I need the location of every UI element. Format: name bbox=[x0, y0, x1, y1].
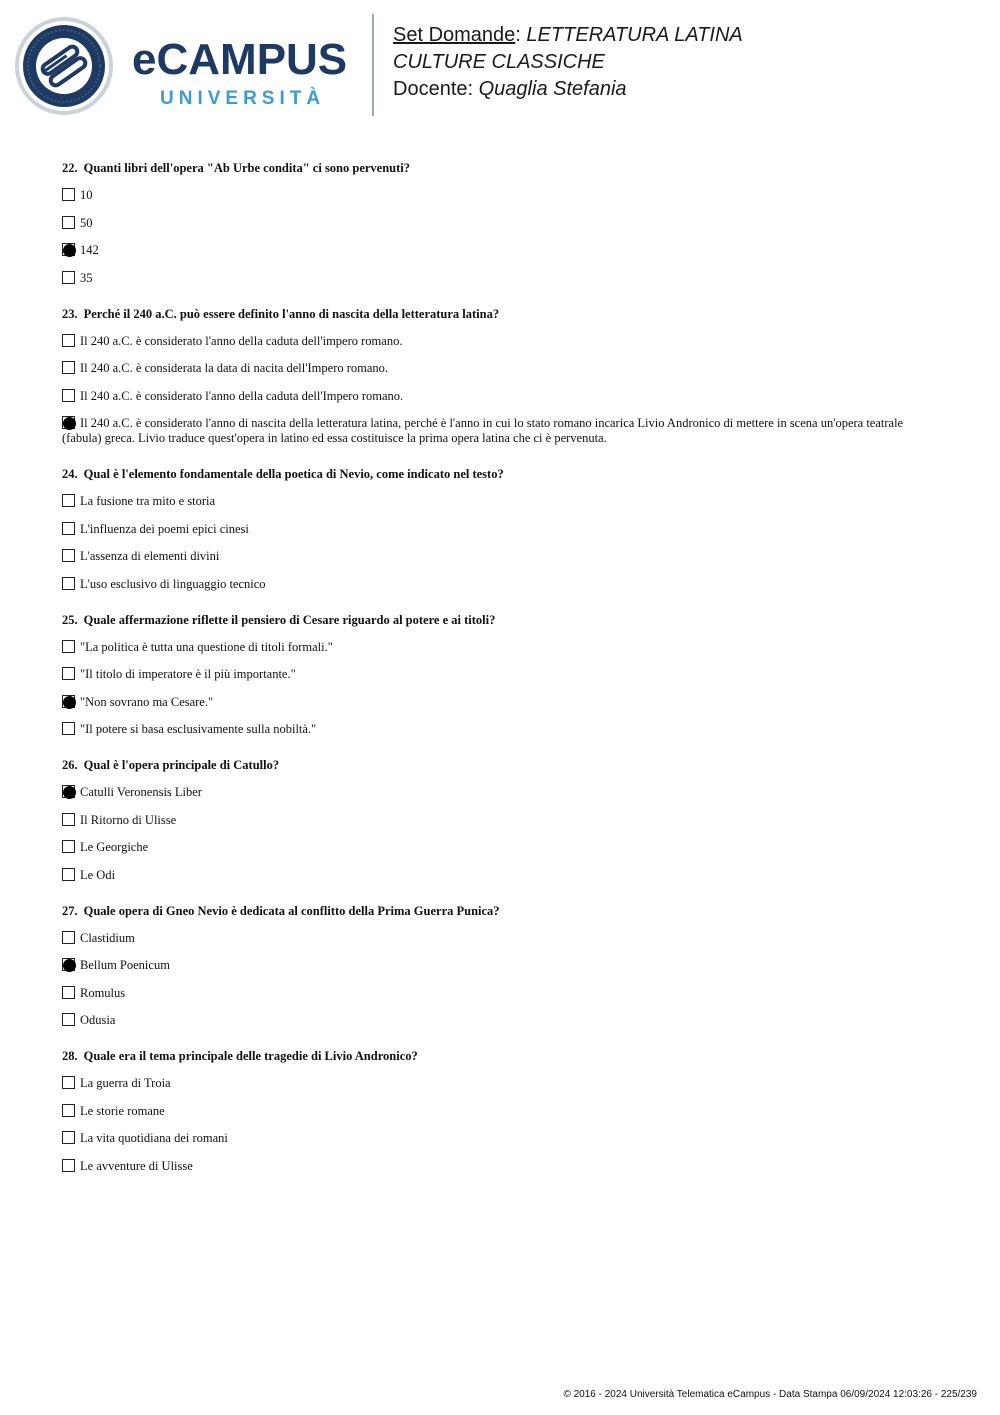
answer-option[interactable] bbox=[62, 986, 922, 1001]
answer-option[interactable] bbox=[62, 931, 922, 946]
answer-label: Romulus bbox=[80, 985, 126, 1000]
checkbox-icon[interactable] bbox=[62, 1159, 75, 1172]
answer-label: La guerra di Troia bbox=[80, 1076, 171, 1090]
answer-option[interactable] bbox=[62, 958, 922, 973]
answer-label: Il 240 a.C. è considerato l'anno di nascita della letteratura latina, perché è l'anno in cui lo stato romano incarica Livio Andronico di mettere in scena un'opera teatrale (fabula) greca. Livio traduce quest'opera in latino ed essa costituisce la prima opera latina che ci è pervenuta. bbox=[62, 416, 904, 445]
question-list bbox=[62, 160, 922, 1194]
checkbox-icon[interactable] bbox=[62, 722, 75, 735]
answer-option[interactable] bbox=[62, 1104, 922, 1119]
answer-option[interactable] bbox=[62, 667, 922, 682]
question-number: 24. bbox=[62, 467, 78, 481]
checkbox-icon[interactable] bbox=[62, 334, 75, 347]
header-info bbox=[393, 22, 743, 103]
checkbox-icon[interactable] bbox=[62, 271, 75, 284]
question-text: Quale era il tema principale delle tragedie di Livio Andronico? bbox=[83, 1049, 418, 1063]
checkbox-icon[interactable] bbox=[62, 577, 75, 590]
filled-dot-icon bbox=[63, 959, 76, 972]
answer-label: L'assenza di elementi divini bbox=[80, 549, 220, 563]
answer-label: "Il potere si basa esclusivamente sulla nobiltà." bbox=[80, 722, 317, 736]
question-number: 27. bbox=[62, 903, 78, 918]
checkbox-selected-icon[interactable] bbox=[62, 243, 75, 256]
question-title bbox=[62, 306, 922, 322]
set-value: LETTERATURA LATINA bbox=[526, 24, 743, 46]
answer-option[interactable] bbox=[62, 416, 922, 446]
question-title bbox=[62, 466, 922, 482]
question-title bbox=[62, 160, 922, 176]
answer-option[interactable] bbox=[62, 522, 922, 537]
set-line: Set Domande: LETTERATURA LATINA bbox=[393, 24, 743, 46]
page-header bbox=[0, 0, 1000, 130]
checkbox-icon[interactable] bbox=[62, 667, 75, 680]
checkbox-icon[interactable] bbox=[62, 1104, 75, 1117]
checkbox-icon[interactable] bbox=[62, 494, 75, 507]
answer-option[interactable] bbox=[62, 868, 922, 883]
answer-option[interactable] bbox=[62, 1131, 922, 1146]
answer-label: Le avventure di Ulisse bbox=[80, 1158, 193, 1173]
answer-option[interactable] bbox=[62, 785, 922, 800]
answer-option[interactable] bbox=[62, 389, 922, 404]
answer-label: Il 240 a.C. è considerato l'anno della caduta dell'impero romano. bbox=[80, 333, 403, 348]
question-text: Quale opera di Gneo Nevio è dedicata al conflitto della Prima Guerra Punica? bbox=[83, 903, 500, 918]
checkbox-selected-icon[interactable] bbox=[62, 416, 75, 429]
answer-label: Le Odi bbox=[80, 867, 116, 882]
checkbox-selected-icon[interactable] bbox=[62, 958, 75, 971]
checkbox-selected-icon[interactable] bbox=[62, 785, 75, 798]
answer-option[interactable] bbox=[62, 549, 922, 564]
answer-label: 35 bbox=[80, 270, 93, 285]
filled-dot-icon bbox=[63, 696, 76, 709]
answer-label: Catulli Veronensis Liber bbox=[80, 785, 202, 799]
answer-label: Clastidium bbox=[80, 930, 135, 945]
answer-option[interactable] bbox=[62, 1076, 922, 1091]
question-number: 23. bbox=[62, 306, 78, 321]
checkbox-icon[interactable] bbox=[62, 1131, 75, 1144]
question-block bbox=[62, 160, 922, 286]
checkbox-icon[interactable] bbox=[62, 840, 75, 853]
question-text: Quale affermazione riflette il pensiero di Cesare riguardo al potere e ai titoli? bbox=[83, 612, 496, 627]
question-number: 28. bbox=[62, 1049, 78, 1063]
checkbox-icon[interactable] bbox=[62, 549, 75, 562]
question-title bbox=[62, 612, 922, 628]
answer-label: 10 bbox=[80, 188, 93, 202]
answer-label: La fusione tra mito e storia bbox=[80, 494, 216, 508]
answer-label: L'influenza dei poemi epici cinesi bbox=[80, 521, 249, 536]
question-number: 22. bbox=[62, 161, 78, 175]
question-block bbox=[62, 612, 922, 738]
answer-option[interactable] bbox=[62, 494, 922, 509]
set-value-line2: CULTURE CLASSICHE bbox=[393, 51, 605, 73]
answer-label: 142 bbox=[80, 243, 99, 257]
checkbox-icon[interactable] bbox=[62, 931, 75, 944]
answer-label: Bellum Poenicum bbox=[80, 958, 170, 972]
question-number: 26. bbox=[62, 758, 78, 772]
checkbox-icon[interactable] bbox=[62, 216, 75, 229]
checkbox-icon[interactable] bbox=[62, 389, 75, 402]
checkbox-icon[interactable] bbox=[62, 813, 75, 826]
ecampus-seal-logo bbox=[14, 16, 114, 116]
question-block bbox=[62, 306, 922, 447]
brand-wordmark: eCAMPUS bbox=[132, 35, 348, 84]
answer-option[interactable] bbox=[62, 813, 922, 828]
answer-option[interactable] bbox=[62, 243, 922, 258]
checkbox-icon[interactable] bbox=[62, 522, 75, 535]
docente-label: Docente bbox=[393, 78, 468, 100]
answer-option[interactable] bbox=[62, 216, 922, 231]
answer-label: Odusia bbox=[80, 1013, 116, 1027]
question-number: 25. bbox=[62, 612, 78, 627]
checkbox-icon[interactable] bbox=[62, 1076, 75, 1089]
answer-label: Le storie romane bbox=[80, 1103, 165, 1118]
question-block bbox=[62, 1048, 922, 1174]
checkbox-icon[interactable] bbox=[62, 188, 75, 201]
answer-label: Il 240 a.C. è considerato l'anno della caduta dell'Impero romano. bbox=[80, 388, 404, 403]
answer-option[interactable] bbox=[62, 188, 922, 203]
brand-subtitle: UNIVERSITÀ bbox=[160, 88, 326, 109]
filled-dot-icon bbox=[63, 244, 76, 257]
question-title bbox=[62, 903, 922, 919]
checkbox-icon[interactable] bbox=[62, 361, 75, 374]
answer-label: "Il titolo di imperatore è il più importante." bbox=[80, 667, 296, 681]
answer-label: Il Ritorno di Ulisse bbox=[80, 812, 177, 827]
checkbox-icon[interactable] bbox=[62, 868, 75, 881]
answer-label: "Non sovrano ma Cesare." bbox=[80, 694, 214, 709]
page-footer: © 2016 - 2024 Università Telematica eCampus - Data Stampa 06/09/2024 12:03:26 - 225/239 bbox=[563, 1389, 977, 1400]
answer-option[interactable] bbox=[62, 271, 922, 286]
set-label: Set Domande bbox=[393, 24, 516, 46]
filled-dot-icon bbox=[63, 786, 76, 799]
answer-label: Il 240 a.C. è considerata la data di nacita dell'Impero romano. bbox=[80, 361, 389, 375]
question-title bbox=[62, 757, 922, 773]
checkbox-selected-icon[interactable] bbox=[62, 695, 75, 708]
answer-option[interactable] bbox=[62, 1159, 922, 1174]
answer-label: L'uso esclusivo di linguaggio tecnico bbox=[80, 576, 266, 591]
answer-label: La vita quotidiana dei romani bbox=[80, 1131, 228, 1145]
answer-label: "La politica è tutta una questione di titoli formali." bbox=[80, 639, 333, 654]
answer-label: Le Georgiche bbox=[80, 840, 149, 854]
question-text: Perché il 240 a.C. può essere definito l'anno di nascita della letteratura latina? bbox=[83, 306, 500, 321]
docente-line: Docente: Quaglia Stefania bbox=[393, 78, 627, 100]
header-divider bbox=[372, 14, 374, 116]
checkbox-icon[interactable] bbox=[62, 1013, 75, 1026]
question-block bbox=[62, 903, 922, 1029]
answer-option[interactable] bbox=[62, 334, 922, 349]
answer-label: 50 bbox=[80, 215, 93, 230]
question-title bbox=[62, 1048, 922, 1064]
answer-option[interactable] bbox=[62, 722, 922, 737]
filled-dot-icon bbox=[63, 417, 76, 430]
answer-option[interactable] bbox=[62, 840, 922, 855]
checkbox-icon[interactable] bbox=[62, 986, 75, 999]
question-text: Quanti libri dell'opera "Ab Urbe condita" ci sono pervenuti? bbox=[83, 161, 411, 175]
checkbox-icon[interactable] bbox=[62, 640, 75, 653]
answer-option[interactable] bbox=[62, 1013, 922, 1028]
question-block bbox=[62, 757, 922, 883]
answer-option[interactable] bbox=[62, 695, 922, 710]
docente-value: Quaglia Stefania bbox=[478, 78, 627, 100]
question-text: Qual è l'elemento fondamentale della poetica di Nevio, come indicato nel testo? bbox=[83, 467, 504, 481]
answer-option[interactable] bbox=[62, 361, 922, 376]
question-block bbox=[62, 466, 922, 592]
answer-option[interactable] bbox=[62, 577, 922, 592]
answer-option[interactable] bbox=[62, 640, 922, 655]
question-text: Qual è l'opera principale di Catullo? bbox=[83, 758, 280, 772]
